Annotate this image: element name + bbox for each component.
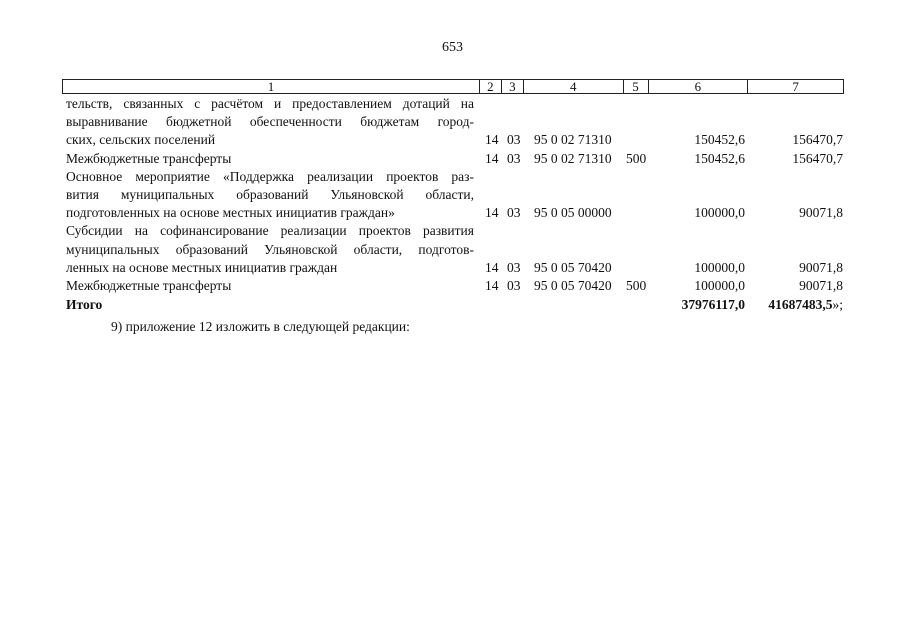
row-col-2: 14 (485, 132, 499, 148)
table-row (0, 113, 905, 131)
row-col-7: 90071,8 (799, 278, 843, 293)
total-row (0, 296, 905, 314)
row-col-3: 03 (507, 150, 521, 166)
row-col-6: 100000,0 (694, 259, 745, 275)
row-description: тельств, связанных с расчётом и предоставлением дотаций на (66, 96, 474, 111)
row-description: муниципальных образований Ульяновской области, подготов- (66, 241, 474, 257)
row-description: ских, сельских поселений (66, 132, 216, 148)
row-col-3: 03 (507, 278, 521, 293)
row-col-6: 150452,6 (694, 132, 745, 148)
table-row (0, 241, 905, 259)
row-col-4: 95 0 05 70420 (534, 278, 612, 293)
row-col-7: 156470,7 (792, 150, 843, 166)
header-col-3: 3 (502, 80, 524, 93)
row-description: подготовленных на основе местных инициатив граждан» (66, 205, 395, 221)
table-row (0, 259, 905, 277)
row-col-2: 14 (485, 150, 499, 166)
total-label: Итого (66, 297, 103, 312)
final-paragraph: 9) приложение 12 изложить в следующей редакции: (111, 319, 410, 334)
row-col-4: 95 0 05 70420 (534, 259, 612, 275)
total-suffix: »; (832, 297, 843, 312)
row-col-7: 90071,8 (799, 259, 843, 275)
row-col-2: 14 (485, 259, 499, 275)
table-header (62, 79, 844, 94)
row-col-5: 500 (626, 150, 647, 166)
row-description: Субсидии на софинансирование реализации проектов развития (66, 223, 474, 239)
row-col-3: 03 (507, 205, 521, 221)
row-col-6: 150452,6 (694, 150, 745, 166)
row-col-5: 500 (626, 278, 647, 293)
header-col-2: 2 (480, 80, 502, 93)
total-col-7-wrap (768, 296, 843, 314)
row-col-3: 03 (507, 132, 521, 148)
row-col-4: 95 0 05 00000 (534, 205, 612, 221)
row-col-7: 90071,8 (799, 205, 843, 221)
row-description: Межбюджетные трансферты (66, 278, 232, 293)
row-col-2: 14 (485, 278, 499, 293)
row-description: Основное мероприятие «Поддержка реализации проектов раз- (66, 168, 474, 184)
row-description: вития муниципальных образований Ульяновской области, (66, 187, 474, 202)
row-description: Межбюджетные трансферты (66, 150, 232, 166)
table-row (0, 204, 905, 222)
total-col-7: 41687483,5 (768, 297, 833, 312)
row-description: ленных на основе местных инициатив граждан (66, 259, 338, 275)
table-row (0, 131, 905, 149)
page-number: 653 (442, 40, 463, 55)
header-col-5: 5 (624, 80, 649, 93)
table-row (0, 186, 905, 204)
row-col-6: 100000,0 (694, 205, 745, 221)
header-col-6: 6 (649, 80, 749, 93)
table-row (0, 222, 905, 240)
row-col-4: 95 0 02 71310 (534, 132, 612, 148)
total-col-6: 37976117,0 (681, 297, 745, 312)
row-col-7: 156470,7 (792, 132, 843, 148)
table-row (0, 277, 905, 295)
row-col-2: 14 (485, 205, 499, 221)
table-row (0, 95, 905, 113)
header-col-7: 7 (792, 79, 799, 94)
table-row (0, 150, 905, 168)
row-description: выравнивание бюджетной обеспеченности бюджетам город- (66, 114, 474, 130)
table-row (0, 168, 905, 186)
row-col-4: 95 0 02 71310 (534, 150, 612, 166)
row-col-6: 100000,0 (694, 278, 745, 293)
row-col-3: 03 (507, 259, 521, 275)
header-col-4: 4 (524, 80, 624, 93)
header-col-1: 1 (63, 80, 480, 93)
